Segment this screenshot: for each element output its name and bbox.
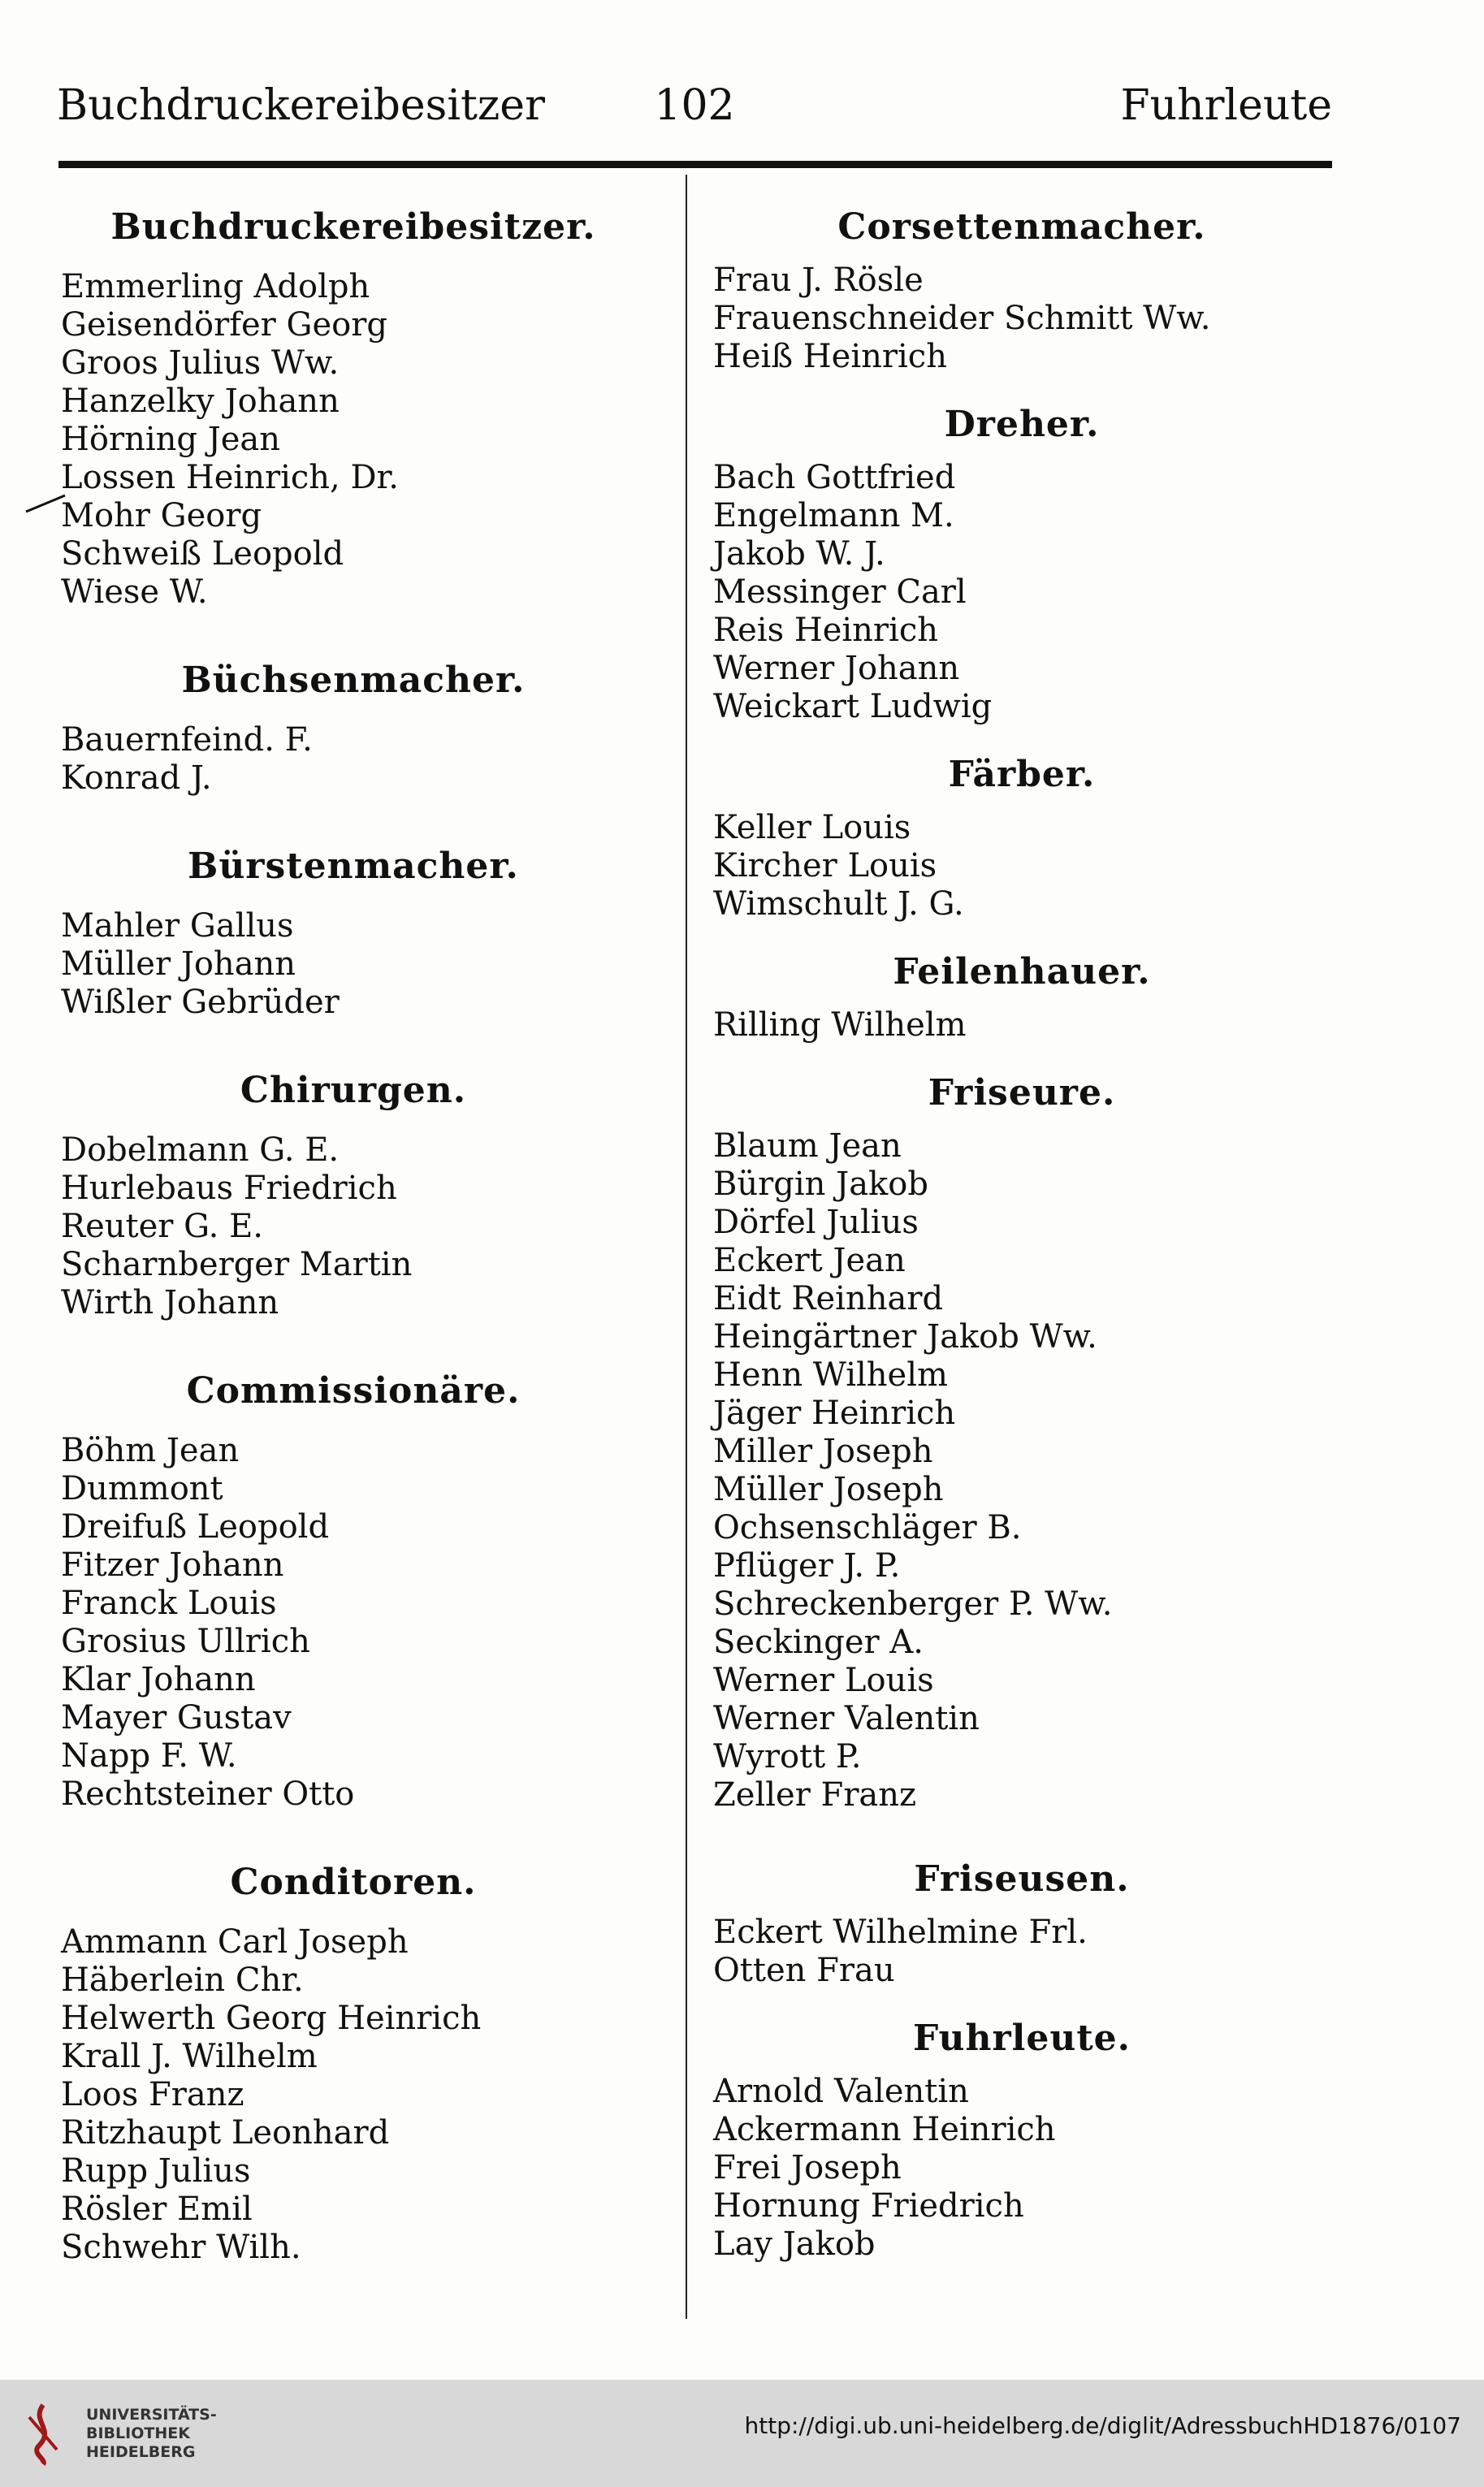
list-item: Engelmann M. — [713, 497, 954, 534]
list-item: Konrad J. — [61, 759, 212, 797]
section — [713, 750, 1330, 923]
section — [61, 1367, 646, 1814]
entry-list — [713, 262, 1330, 376]
list-item: Schweiß Leopold — [61, 535, 344, 573]
library-logo-icon — [15, 2401, 71, 2466]
list-item: Frau J. Rösle — [713, 262, 924, 299]
logo-line: BIBLIOTHEK — [86, 2424, 190, 2442]
list-item: Werner Valentin — [713, 1700, 980, 1737]
section — [61, 656, 646, 798]
section-title: Friseure. — [928, 1072, 1116, 1114]
list-item: Blaum Jean — [713, 1127, 902, 1165]
list-item: Eckert Jean — [713, 1242, 906, 1279]
list-item: Emmerling Adolph — [61, 268, 370, 305]
list-item: Schreckenberger P. Ww. — [713, 1585, 1113, 1623]
list-item: Ammann Carl Joseph — [61, 1923, 409, 1961]
list-item: Helwerth Georg Heinrich — [61, 2000, 482, 2037]
entry-list — [713, 459, 1330, 726]
section — [61, 1858, 646, 2267]
list-item: Frauenschneider Schmitt Ww. — [713, 300, 1211, 337]
list-item: Ackermann Heinrich — [713, 2111, 1056, 2148]
entry-list — [61, 907, 646, 1022]
list-item: Grosius Ullrich — [61, 1623, 310, 1660]
section-title: Conditoren. — [230, 1862, 477, 1903]
section — [61, 203, 646, 612]
list-item: Bauernfeind. F. — [61, 721, 313, 759]
list-item: Arnold Valentin — [713, 2073, 969, 2110]
entry-list — [713, 1127, 1330, 1814]
running-head — [57, 77, 1332, 134]
list-item: Lay Jakob — [713, 2225, 876, 2263]
list-item: Müller Joseph — [713, 1471, 944, 1508]
list-item: Schwehr Wilh. — [61, 2229, 301, 2266]
section-title: Commissionäre. — [186, 1370, 521, 1412]
list-item: Rilling Wilhelm — [713, 1006, 967, 1044]
running-head-left: Buchdruckereibesitzer — [57, 81, 545, 130]
list-item: Henn Wilhelm — [713, 1356, 948, 1394]
list-item: Häberlein Chr. — [61, 1961, 304, 1999]
page-number: 102 — [654, 81, 735, 130]
list-item: Böhm Jean — [61, 1432, 240, 1469]
list-item: Frei Joseph — [713, 2149, 902, 2186]
section-title: Dreher. — [944, 404, 1100, 445]
list-item: Zeller Franz — [713, 1776, 917, 1814]
list-item: Bach Gottfried — [713, 459, 956, 496]
list-item: Mayer Gustav — [61, 1699, 292, 1737]
list-item: Fitzer Johann — [61, 1546, 284, 1584]
list-item: Loos Franz — [61, 2076, 244, 2113]
section-title: Büchsenmacher. — [181, 660, 526, 701]
section-title: Corsettenmacher. — [837, 206, 1206, 248]
list-item: Rösler Emil — [61, 2191, 253, 2228]
list-item: Mahler Gallus — [61, 907, 294, 945]
list-item: Mohr Georg — [61, 497, 262, 534]
list-item: Werner Johann — [713, 650, 960, 687]
list-item: Klar Johann — [61, 1661, 256, 1698]
list-item: Franck Louis — [61, 1585, 277, 1622]
list-item: Hörning Jean — [61, 421, 281, 458]
list-item: Groos Julius Ww. — [61, 344, 340, 382]
list-item: Eckert Wilhelmine Frl. — [713, 1914, 1088, 1951]
entry-list — [61, 1432, 646, 1814]
logo-line: HEIDELBERG — [86, 2443, 196, 2461]
list-item: Rechtsteiner Otto — [61, 1776, 355, 1813]
entry-list — [61, 721, 646, 798]
section — [713, 2014, 1330, 2264]
section — [713, 203, 1330, 376]
list-item: Lossen Heinrich, Dr. — [61, 459, 399, 496]
list-item: Hanzelky Johann — [61, 383, 340, 420]
list-item: Wimschult J. G. — [713, 885, 964, 923]
list-item: Eidt Reinhard — [713, 1280, 944, 1317]
entry-list — [713, 1006, 1330, 1045]
left-column — [61, 203, 646, 2267]
list-item: Reuter G. E. — [61, 1208, 264, 1245]
list-item: Bürgin Jakob — [713, 1166, 928, 1203]
list-item: Jakob W. J. — [713, 535, 885, 573]
list-item: Rupp Julius — [61, 2152, 251, 2190]
list-item: Seckinger A. — [713, 1624, 924, 1661]
list-item: Messinger Carl — [713, 573, 967, 611]
list-item: Dummont — [61, 1470, 223, 1507]
section — [61, 842, 646, 1022]
right-column — [713, 203, 1330, 2264]
list-item: Weickart Ludwig — [713, 688, 993, 725]
section-title: Fuhrleute. — [913, 2018, 1131, 2059]
header-rule — [58, 161, 1332, 168]
section — [713, 400, 1330, 726]
section — [713, 1855, 1330, 1990]
list-item: Dreifuß Leopold — [61, 1508, 330, 1546]
list-item: Keller Louis — [713, 809, 911, 846]
list-item: Wyrott P. — [713, 1738, 862, 1776]
entry-list — [61, 268, 646, 612]
list-item: Ritzhaupt Leonhard — [61, 2114, 390, 2152]
list-item: Hornung Friedrich — [713, 2187, 1024, 2225]
list-item: Heingärtner Jakob Ww. — [713, 1318, 1097, 1356]
section-title: Buchdruckereibesitzer. — [110, 206, 596, 248]
list-item: Krall J. Wilhelm — [61, 2038, 318, 2075]
column-divider — [686, 175, 687, 2319]
running-head-right: Fuhrleute — [1120, 81, 1332, 130]
list-item: Werner Louis — [713, 1662, 934, 1699]
section — [713, 948, 1330, 1045]
entry-list — [713, 1914, 1330, 1990]
section-title: Chirurgen. — [240, 1070, 467, 1111]
list-item: Pflüger J. P. — [713, 1547, 901, 1585]
list-item: Heiß Heinrich — [713, 338, 947, 375]
list-item: Kircher Louis — [713, 847, 937, 885]
library-logo-text — [86, 2406, 217, 2462]
list-item: Napp F. W. — [61, 1737, 237, 1775]
section — [713, 1069, 1330, 1814]
list-item: Jäger Heinrich — [713, 1395, 956, 1432]
list-item: Wirth Johann — [61, 1284, 279, 1321]
list-item: Wiese W. — [61, 573, 208, 611]
list-item: Miller Joseph — [713, 1433, 933, 1470]
viewer-footer — [0, 2380, 1484, 2487]
list-item: Scharnberger Martin — [61, 1246, 413, 1283]
list-item: Otten Frau — [713, 1952, 895, 1989]
list-item: Geisendörfer Georg — [61, 306, 387, 344]
entry-list — [61, 1131, 646, 1322]
section-title: Bürstenmacher. — [188, 846, 519, 887]
section — [61, 1066, 646, 1322]
entry-list — [61, 1923, 646, 2267]
list-item: Dobelmann G. E. — [61, 1131, 340, 1169]
section-title: Feilenhauer. — [893, 951, 1151, 993]
entry-list — [713, 2073, 1330, 2264]
list-item: Reis Heinrich — [713, 612, 939, 649]
section-title: Friseusen. — [914, 1858, 1130, 1900]
library-logo[interactable] — [15, 2394, 226, 2472]
entry-list — [713, 809, 1330, 923]
permalink-url[interactable]: http://digi.ub.uni-heidelberg.de/diglit/AdressbuchHD1876/0107 — [744, 2412, 1461, 2439]
list-item: Ochsenschläger B. — [713, 1509, 1022, 1546]
list-item: Hurlebaus Friedrich — [61, 1170, 397, 1207]
section-title: Färber. — [948, 754, 1096, 795]
list-item: Müller Johann — [61, 945, 296, 983]
list-item: Wißler Gebrüder — [61, 984, 340, 1021]
logo-line: UNIVERSITÄTS- — [86, 2406, 217, 2424]
list-item: Dörfel Julius — [713, 1204, 919, 1241]
